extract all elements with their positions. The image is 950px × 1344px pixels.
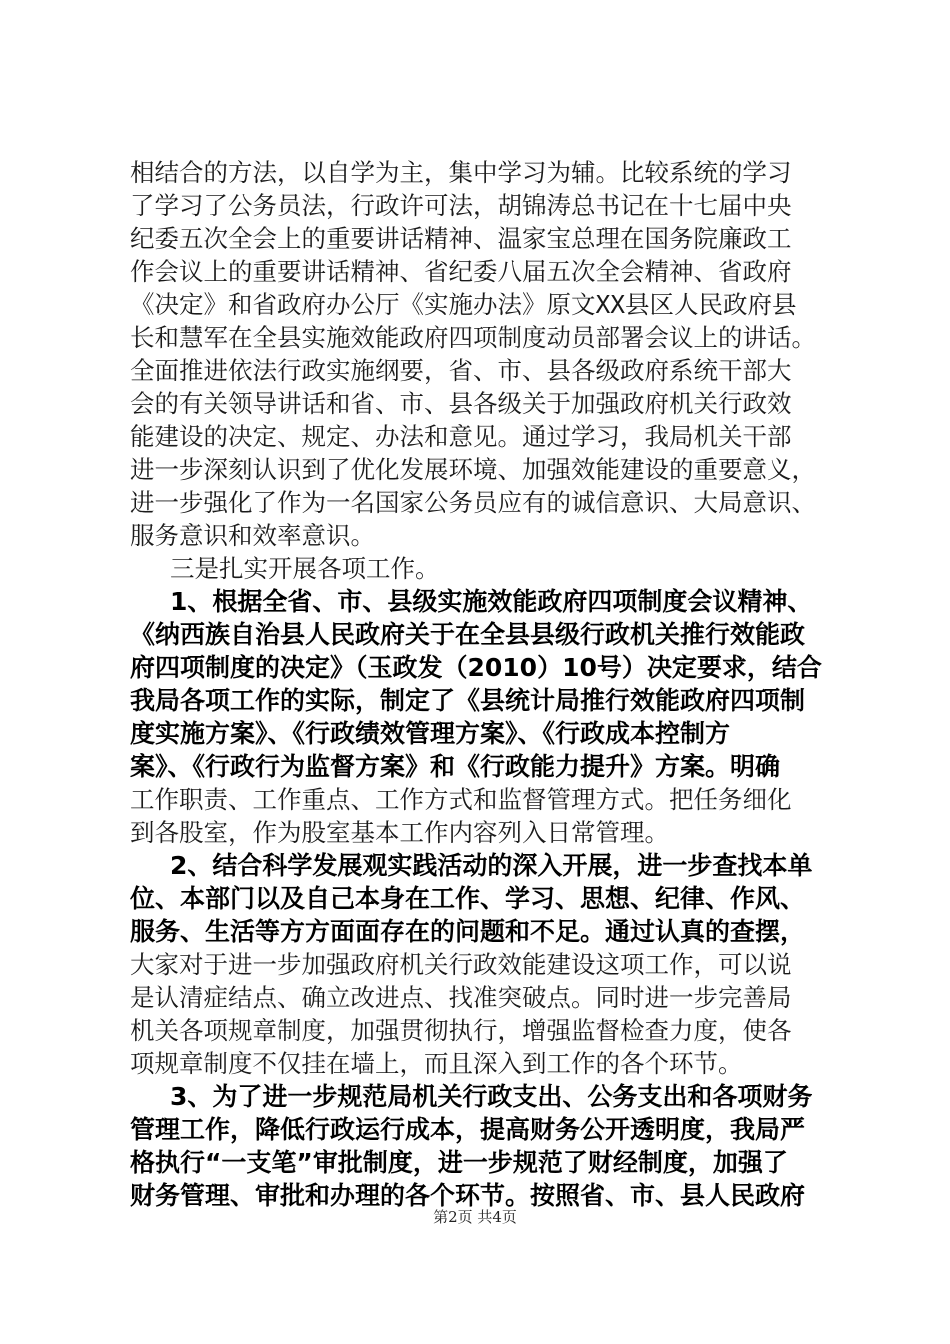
text-line: 机关各项规章制度，加强贯彻执行，增强监督检查力度，使各 [130,1016,792,1045]
text-line: 进一步深刻认识到了优化发展环境、加强效能建设的重要意义， [130,455,816,484]
body-text [130,156,830,1212]
text-line: 《纳西族自治县人民政府关于在全县县级行政机关推行效能政 [130,620,806,649]
text-line: 了学习了公务员法，行政许可法，胡锦涛总书记在十七届中央 [130,191,792,220]
text-line: 项规章制度不仅挂在墙上，而且深入到工作的各个环节。 [130,1049,743,1078]
text-line: 我局各项工作的实际，制定了《县统计局推行效能政府四项制 [130,686,806,715]
text-line: 财务管理、审批和办理的各个环节。按照省、市、县人民政府 [130,1181,806,1210]
text-line: 《决定》和省政府办公厅《实施办法》原文XX县区人民政府县 [130,290,797,319]
text-line: 服务、生活等方方面面存在的问题和不足。通过认真的查摆， [130,917,806,946]
text-line: 纪委五次全会上的重要讲话精神、温家宝总理在国务院廉政工 [130,224,792,253]
text-line: 2、结合科学发展观实践活动的深入开展，进一步查找本单 [170,851,813,880]
text-line: 工作职责、工作重点、工作方式和监督管理方式。把任务细化 [130,785,792,814]
page-footer: 第2页 共4页 [433,1208,517,1226]
text-line: 进一步强化了作为一名国家公务员应有的诚信意识、大局意识、 [130,488,816,517]
text-line: 是认清症结点、确立改进点、找准突破点。同时进一步完善局 [130,983,792,1012]
text-line: 案》、《行政行为监督方案》和《行政能力提升》方案。明确 [130,752,781,781]
text-line: 1、根据全省、市、县级实施效能政府四项制度会议精神、 [170,587,813,616]
text-line: 会的有关领导讲话和省、市、县各级关于加强政府机关行政效 [130,389,792,418]
text-line: 大家对于进一步加强政府机关行政效能建设这项工作，可以说 [130,950,792,979]
text-line: 位、本部门以及自己本身在工作、学习、思想、纪律、作风、 [130,884,806,913]
text-line: 3、为了进一步规范局机关行政支出、公务支出和各项财务 [170,1082,813,1111]
text-line: 作会议上的重要讲话精神、省纪委八届五次全会精神、省政府 [130,257,792,286]
text-line: 能建设的决定、规定、办法和意见。通过学习，我局机关干部 [130,422,792,451]
text-line: 到各股室，作为股室基本工作内容列入日常管理。 [130,818,669,847]
text-line: 府四项制度的决定》（玉政发（2010）10号）决定要求，结合 [130,653,822,682]
text-line: 度实施方案》、《行政绩效管理方案》、《行政成本控制方 [130,719,731,748]
text-line: 三是扎实开展各项工作。 [170,554,440,583]
text-line: 全面推进依法行政实施纲要，省、市、县各级政府系统干部大 [130,356,792,385]
text-line: 服务意识和效率意识。 [130,521,375,550]
text-line: 格执行“一支笔”审批制度，进一步规范了财经制度，加强了 [130,1148,788,1177]
text-line: 长和慧军在全县实施效能政府四项制度动员部署会议上的讲话。 [130,323,816,352]
text-line: 相结合的方法，以自学为主，集中学习为辅。比较系统的学习 [130,158,792,187]
text-line: 管理工作，降低行政运行成本，提高财务公开透明度，我局严 [130,1115,806,1144]
